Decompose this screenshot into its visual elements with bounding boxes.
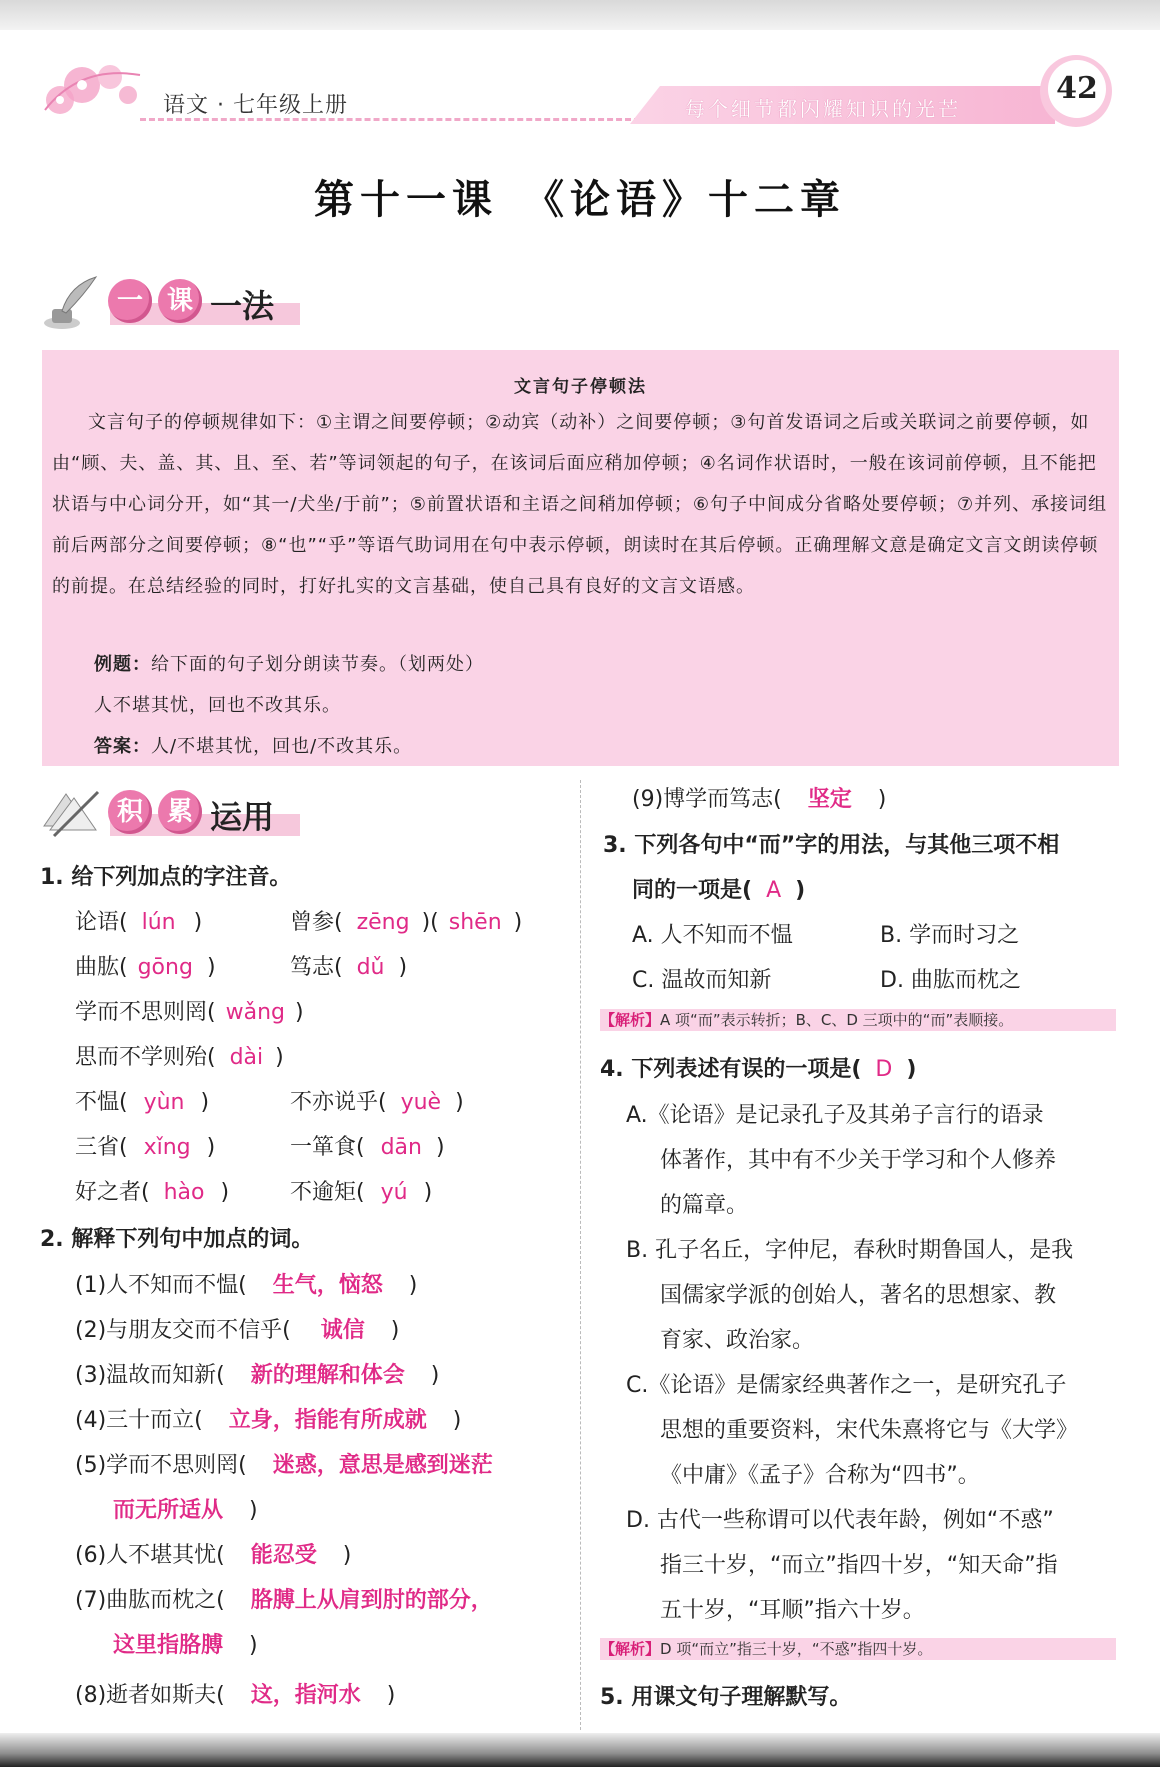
section-head-practice (40, 786, 300, 836)
q3-stem-line1: 3. 下列各句中“而”字的用法，与其他三项不相 (603, 833, 1060, 858)
q3-option-a: A. 人不知而不愠 (632, 923, 793, 948)
q2-item-6: (6)人不堪其忧( 能忍受 ) (75, 1543, 352, 1568)
q1-item-12: 不逾矩( yú ) (290, 1180, 433, 1205)
bottom-band (0, 1733, 1160, 1767)
page-number: 42 (1048, 60, 1106, 118)
section1-heading: 一法 (210, 287, 275, 325)
q4-option-d-l2: 指三十岁，“而立”指四十岁，“知天命”指 (660, 1553, 1058, 1578)
q4-option-a-l2: 体著作，其中有不少关于学习和个人修养 (660, 1148, 1057, 1173)
q2-stem: 2. 解释下列句中加点的词。 (40, 1227, 314, 1252)
q2-item-7-cont: 这里指胳膊 ) (113, 1633, 258, 1658)
q2-item-4: (4)三十而立( 立身，指能有所成就 ) (75, 1408, 462, 1433)
q4-option-a-l3: 的篇章。 (660, 1193, 749, 1218)
q1-stem: 1. 给下列加点的字注音。 (40, 865, 292, 890)
q4-option-c-l3: 《中庸》《孟子》合称为“四书”。 (660, 1463, 980, 1488)
section1-ball2: 课 (158, 279, 202, 323)
q4-option-b-l1: B. 孔子名丘，字仲尼，春秋时期鲁国人，是我 (626, 1238, 1074, 1263)
q2-item-3: (3)温故而知新( 新的理解和体会 ) (75, 1363, 440, 1388)
q5-stem: 5. 用课文句子理解默写。 (600, 1685, 852, 1710)
q4-option-a-l1: A.《论语》是记录孔子及其弟子言行的语录 (626, 1103, 1044, 1128)
q1-item-8: 不亦说乎( yuè ) (290, 1090, 464, 1115)
header-dashed-line (140, 118, 640, 121)
q1-item-5: 学而不思则罔( wǎng ) (75, 1000, 304, 1025)
method-title: 文言句子停顿法 (514, 377, 647, 397)
section2-heading: 运用 (210, 798, 275, 836)
q1-item-6: 思而不学则殆( dài ) (75, 1045, 284, 1070)
q4-stem: 4. 下列表述有误的一项是( D ) (600, 1057, 917, 1082)
q1-item-9: 三省( xǐng ) (75, 1135, 216, 1160)
q3-option-c: C. 温故而知新 (632, 968, 772, 993)
q4-option-c-l1: C.《论语》是儒家经典著作之一，是研究孔子 (626, 1373, 1067, 1398)
q3-analysis: 【解析】A 项“而”表示转折；B、C、D 三项中的“而”表顺接。 (600, 1009, 1116, 1031)
header-motto: 每个细节都闪耀知识的光芒 (685, 97, 961, 121)
book-title: 语文 · 七年级上册 (163, 93, 348, 118)
quill-pen-icon (40, 275, 98, 331)
q3-stem-line2: 同的一项是( A ) (632, 878, 806, 903)
q3-option-b: B. 学而时习之 (880, 923, 1020, 948)
q1-item-1: 论语( lún ) (75, 910, 203, 935)
q1-item-11: 好之者( hào ) (75, 1180, 230, 1205)
lesson-title: 第十一课 《论语》十二章 (314, 176, 846, 223)
q3-option-d: D. 曲肱而枕之 (880, 968, 1021, 993)
q1-item-3: 曲肱( gōng ) (75, 955, 216, 980)
answer-line: 答案：人/不堪其忧，回也/不改其乐。 (94, 736, 413, 757)
column-divider (580, 780, 581, 1730)
method-body: 文言句子的停顿规律如下：①主谓之间要停顿；②动宾（动补）之间要停顿；③句首发语词之后或关联词之前要停顿，如由“顾、夫、盖、其、且、至、若”等词领起的句子，在该词后面应稍加停顿；④名词作状语时，一般在该词前停顿，且不能把状语与中心词分开，如“其一/犬坐/于前”；⑤前置状语和主语之间稍加停顿；⑥句子中间成分省略处要停顿；⑦并列、承接词组前后两部分之间要停顿；⑧“也”“乎”等语气助词用在句中表示停顿，朗读时在其后停顿。正确理解文意是确定文言文朗读停顿的前提。在总结经验的同时，打好扎实的文言基础，使自己具有良好的文言文语感。 (52, 412, 1108, 597)
q4-option-d-l1: D. 古代一些称谓可以代表年龄，例如“不惑” (626, 1508, 1054, 1533)
q4-option-c-l2: 思想的重要资料，宋代朱熹将它与《大学》 (660, 1418, 1079, 1443)
section-head-method (40, 275, 300, 325)
q4-analysis: 【解析】D 项“而立”指三十岁，“不惑”指四十岁。 (600, 1638, 1116, 1660)
q2-item-2: (2)与朋友交而不信乎( 诚信 ) (75, 1318, 400, 1343)
q2-item-8: (8)逝者如斯夫( 这，指河水 ) (75, 1683, 396, 1708)
q2-item-9: (9)博学而笃志( 坚定 ) (632, 787, 887, 812)
q4-option-b-l3: 育家、政治家。 (660, 1328, 815, 1353)
books-pen-icon (40, 786, 102, 840)
top-band (0, 0, 1160, 30)
q2-item-7: (7)曲肱而枕之( 胳膊上从肩到肘的部分， (75, 1588, 493, 1613)
flower-ornament-icon (40, 55, 150, 125)
q2-item-5-cont: 而无所适从 ) (113, 1498, 258, 1523)
q2-item-5: (5)学而不思则罔( 迷惑，意思是感到迷茫 (75, 1453, 493, 1478)
q1-item-4: 笃志( dǔ ) (290, 955, 408, 980)
example-sentence: 人不堪其忧，回也不改其乐。 (94, 695, 341, 716)
method-box (42, 350, 1119, 766)
section2-ball1: 积 (108, 790, 152, 834)
q1-item-7: 不愠( yùn ) (75, 1090, 210, 1115)
q4-option-d-l3: 五十岁，“耳顺”指六十岁。 (660, 1598, 925, 1623)
q1-item-2: 曾参( zēng )( shēn ) (290, 910, 523, 935)
section2-ball2: 累 (158, 790, 202, 834)
section1-ball1: 一 (108, 279, 152, 323)
example-line: 例题：给下面的句子划分朗读节奏。（划两处） (94, 654, 484, 675)
q4-option-b-l2: 国儒家学派的创始人，著名的思想家、教 (660, 1283, 1057, 1308)
q2-item-1: (1)人不知而不愠( 生气，恼怒 ) (75, 1273, 418, 1298)
q1-item-10: 一箪食( dān ) (290, 1135, 445, 1160)
